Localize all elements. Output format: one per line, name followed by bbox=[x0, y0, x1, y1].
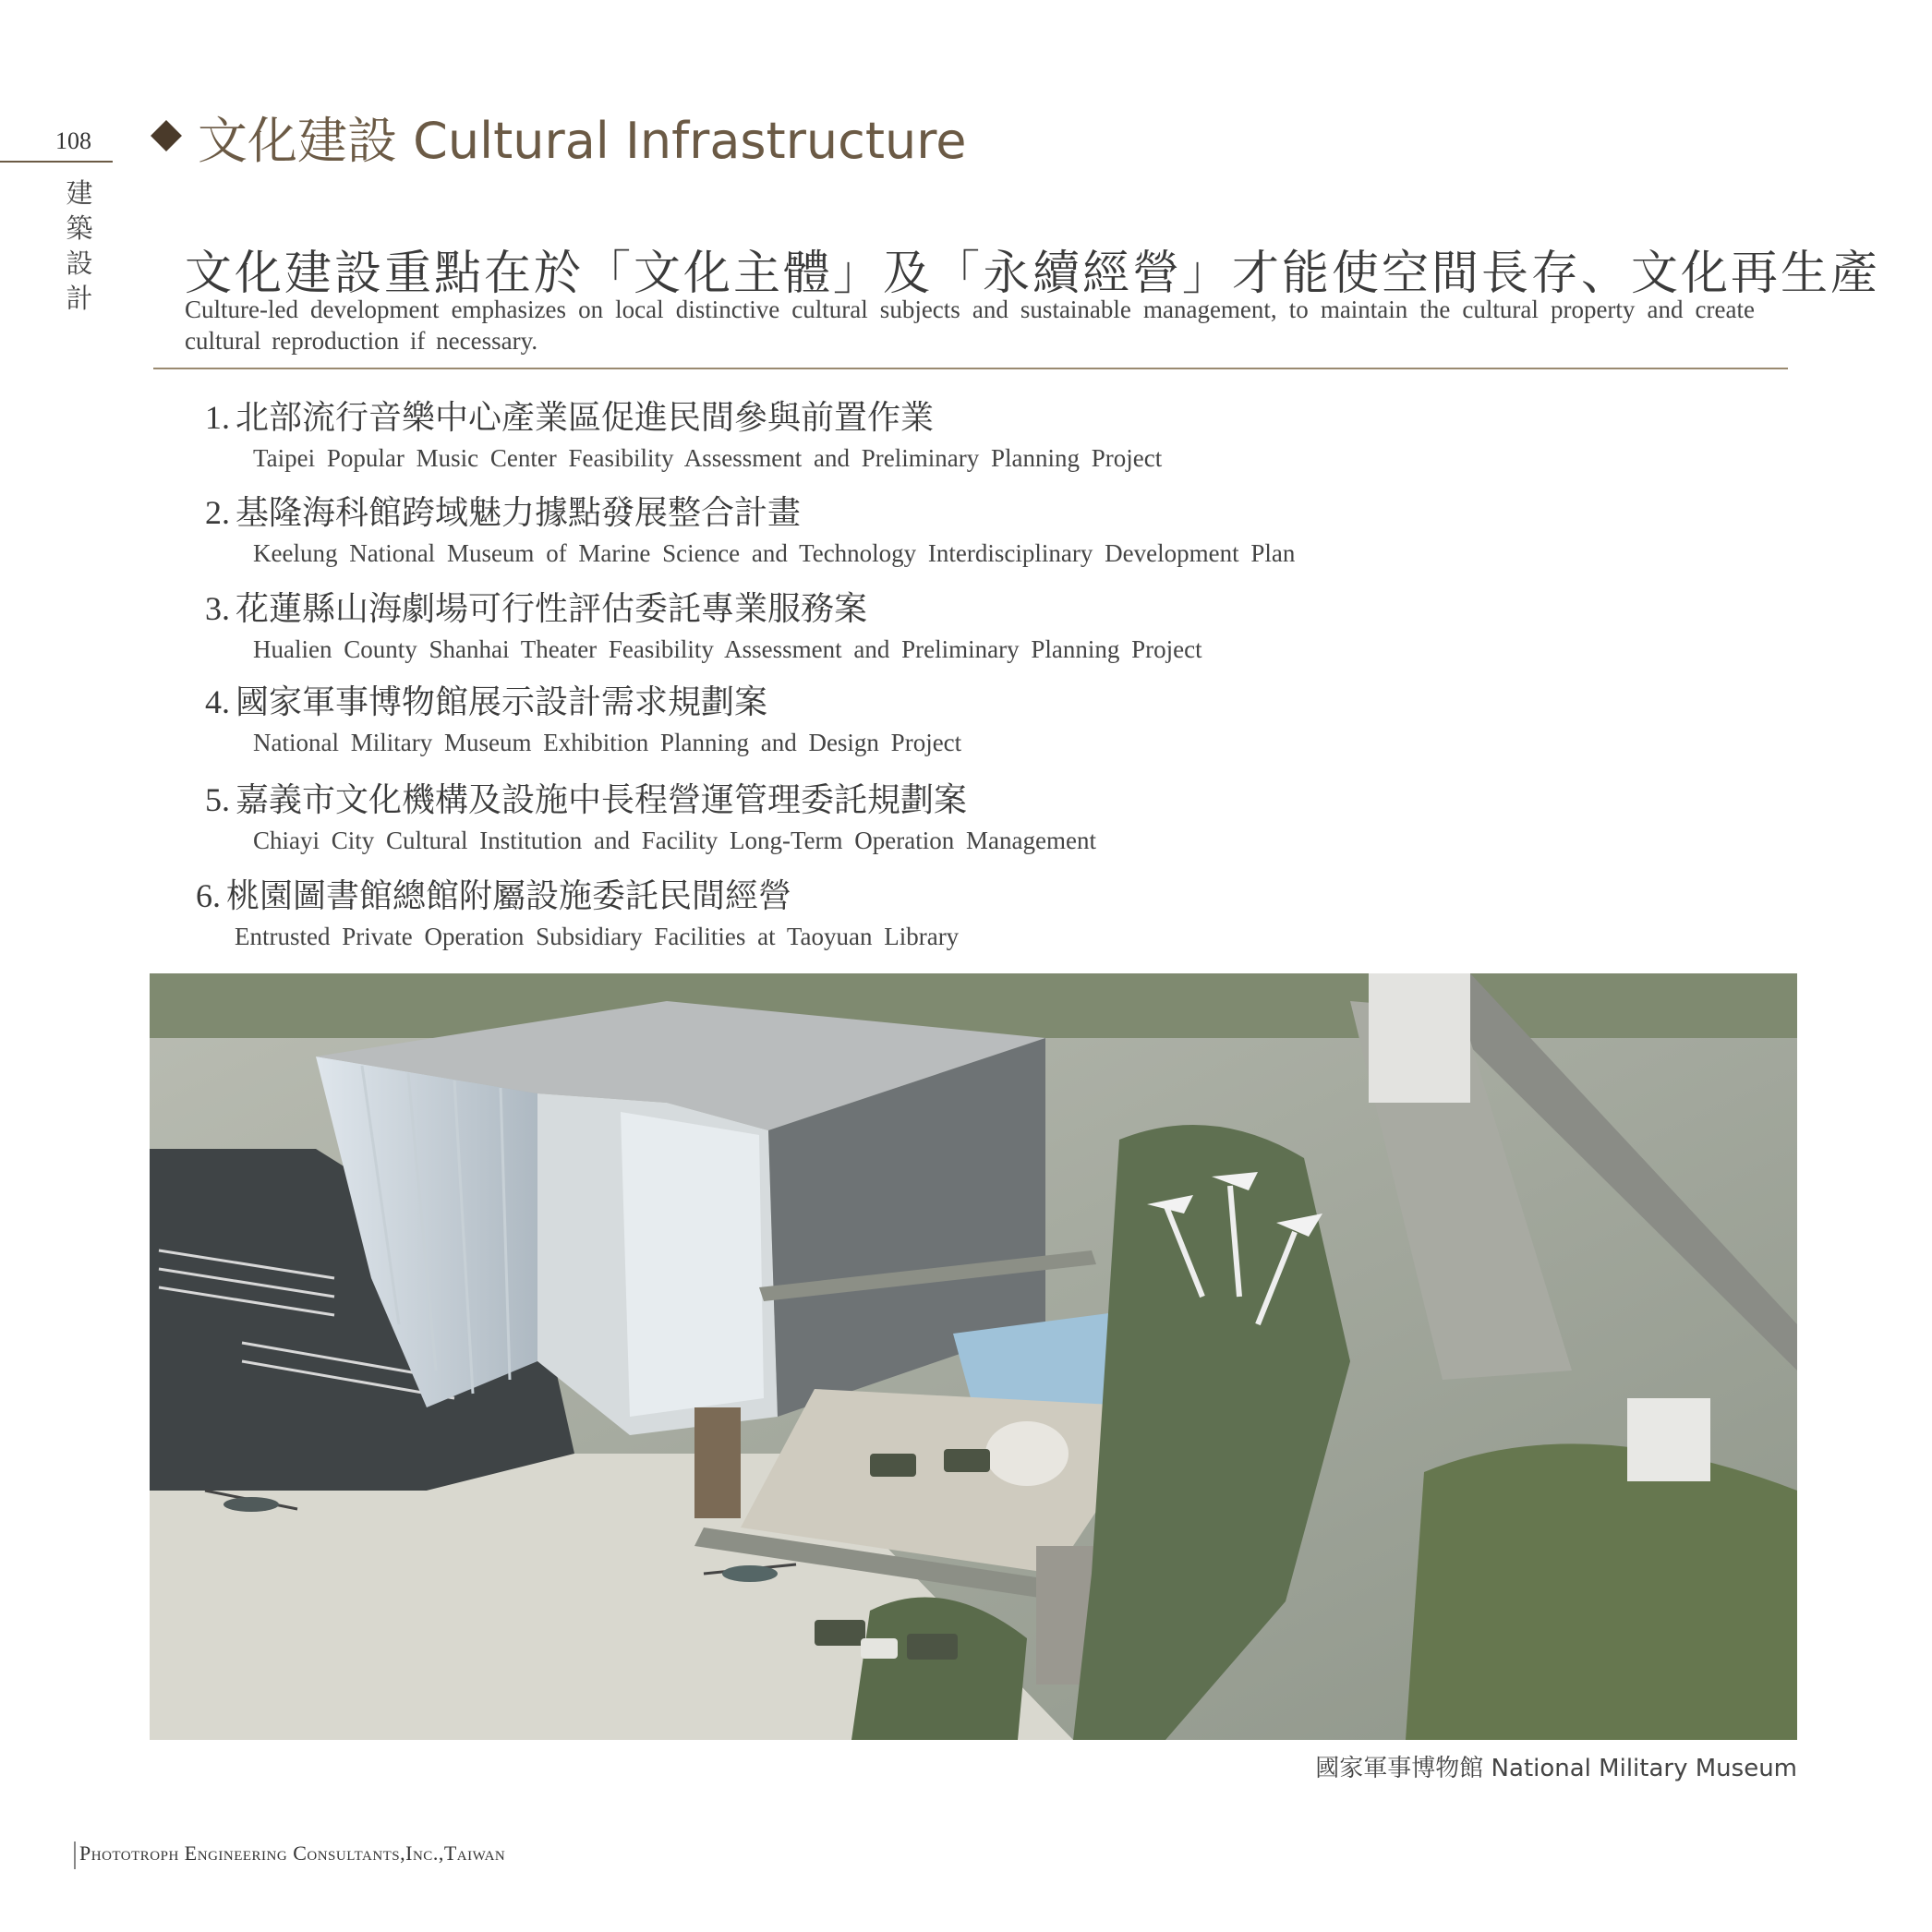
page-number-rule bbox=[0, 161, 113, 163]
section-title-text: 文化建設 Cultural Infrastructure bbox=[198, 112, 967, 170]
project-title-zh: 國家軍事博物館展示設計需求規劃案 bbox=[235, 683, 768, 721]
project-item-2 bbox=[205, 487, 1295, 568]
project-title-en: Taipei Popular Music Center Feasibility Assessment and Preliminary Planning Project bbox=[253, 444, 1163, 472]
project-number: 3. bbox=[205, 590, 230, 627]
page-number: 108 bbox=[55, 127, 91, 154]
project-title-zh: 基隆海科館跨域魅力據點發展整合計畫 bbox=[235, 494, 802, 532]
photo-caption: 國家軍事博物館 National Military Museum bbox=[1315, 1755, 1797, 1782]
vertical-section-label bbox=[63, 175, 96, 316]
diamond-bullet-icon bbox=[151, 120, 182, 151]
project-title-en: National Military Museum Exhibition Planning and Design Project bbox=[253, 729, 962, 756]
project-title-zh: 北部流行音樂中心產業區促進民間參與前置作業 bbox=[235, 399, 935, 437]
project-number: 1. bbox=[205, 399, 230, 436]
project-title-en: Chiayi City Cultural Institution and Facility Long-Term Operation Management bbox=[253, 827, 1096, 854]
museum-rendering-image bbox=[150, 973, 1797, 1740]
headline-chinese: 文化建設重點在於「文化主體」及「永續經營」才能使空間長存、文化再生產 bbox=[185, 247, 1881, 301]
footer-company-name: Phototroph Engineering Consultants,Inc.,Taiwan bbox=[74, 1841, 505, 1869]
vertical-label-char: 建 bbox=[66, 177, 93, 209]
project-item-3 bbox=[205, 583, 1202, 664]
project-item-4 bbox=[205, 676, 961, 757]
museum-rendering-illustration bbox=[150, 973, 1797, 1740]
section-title bbox=[155, 102, 966, 173]
headline-english: Culture-led development emphasizes on local distinctive cultural subjects and sustainable management, to maintain the cultural property and create cultural reproduction if necessary. bbox=[185, 296, 1755, 355]
vertical-label-char: 築 bbox=[66, 212, 93, 244]
project-title-en: Entrusted Private Operation Subsidiary Facilities at Taoyuan Library bbox=[235, 923, 960, 950]
project-number: 5. bbox=[205, 781, 230, 818]
vertical-label-char: 計 bbox=[66, 283, 93, 314]
project-title-zh: 桃園圖書館總館附屬設施委託民間經營 bbox=[226, 877, 792, 915]
project-title-en: Hualien County Shanhai Theater Feasibility Assessment and Preliminary Planning Project bbox=[253, 635, 1202, 663]
project-number: 6. bbox=[196, 877, 221, 914]
project-number: 2. bbox=[205, 494, 230, 531]
project-title-zh: 花蓮縣山海劇場可行性評估委託專業服務案 bbox=[235, 590, 868, 628]
project-item-6 bbox=[196, 870, 959, 951]
project-item-1 bbox=[205, 392, 1162, 473]
project-title-zh: 嘉義市文化機構及設施中長程營運管理委託規劃案 bbox=[235, 781, 968, 819]
vertical-label-char: 設 bbox=[66, 248, 93, 279]
project-item-5 bbox=[205, 774, 1096, 855]
project-title-en: Keelung National Museum of Marine Science and Technology Interdisciplinary Development Plan bbox=[253, 539, 1296, 567]
project-number: 4. bbox=[205, 683, 230, 720]
headline-divider bbox=[153, 368, 1788, 369]
